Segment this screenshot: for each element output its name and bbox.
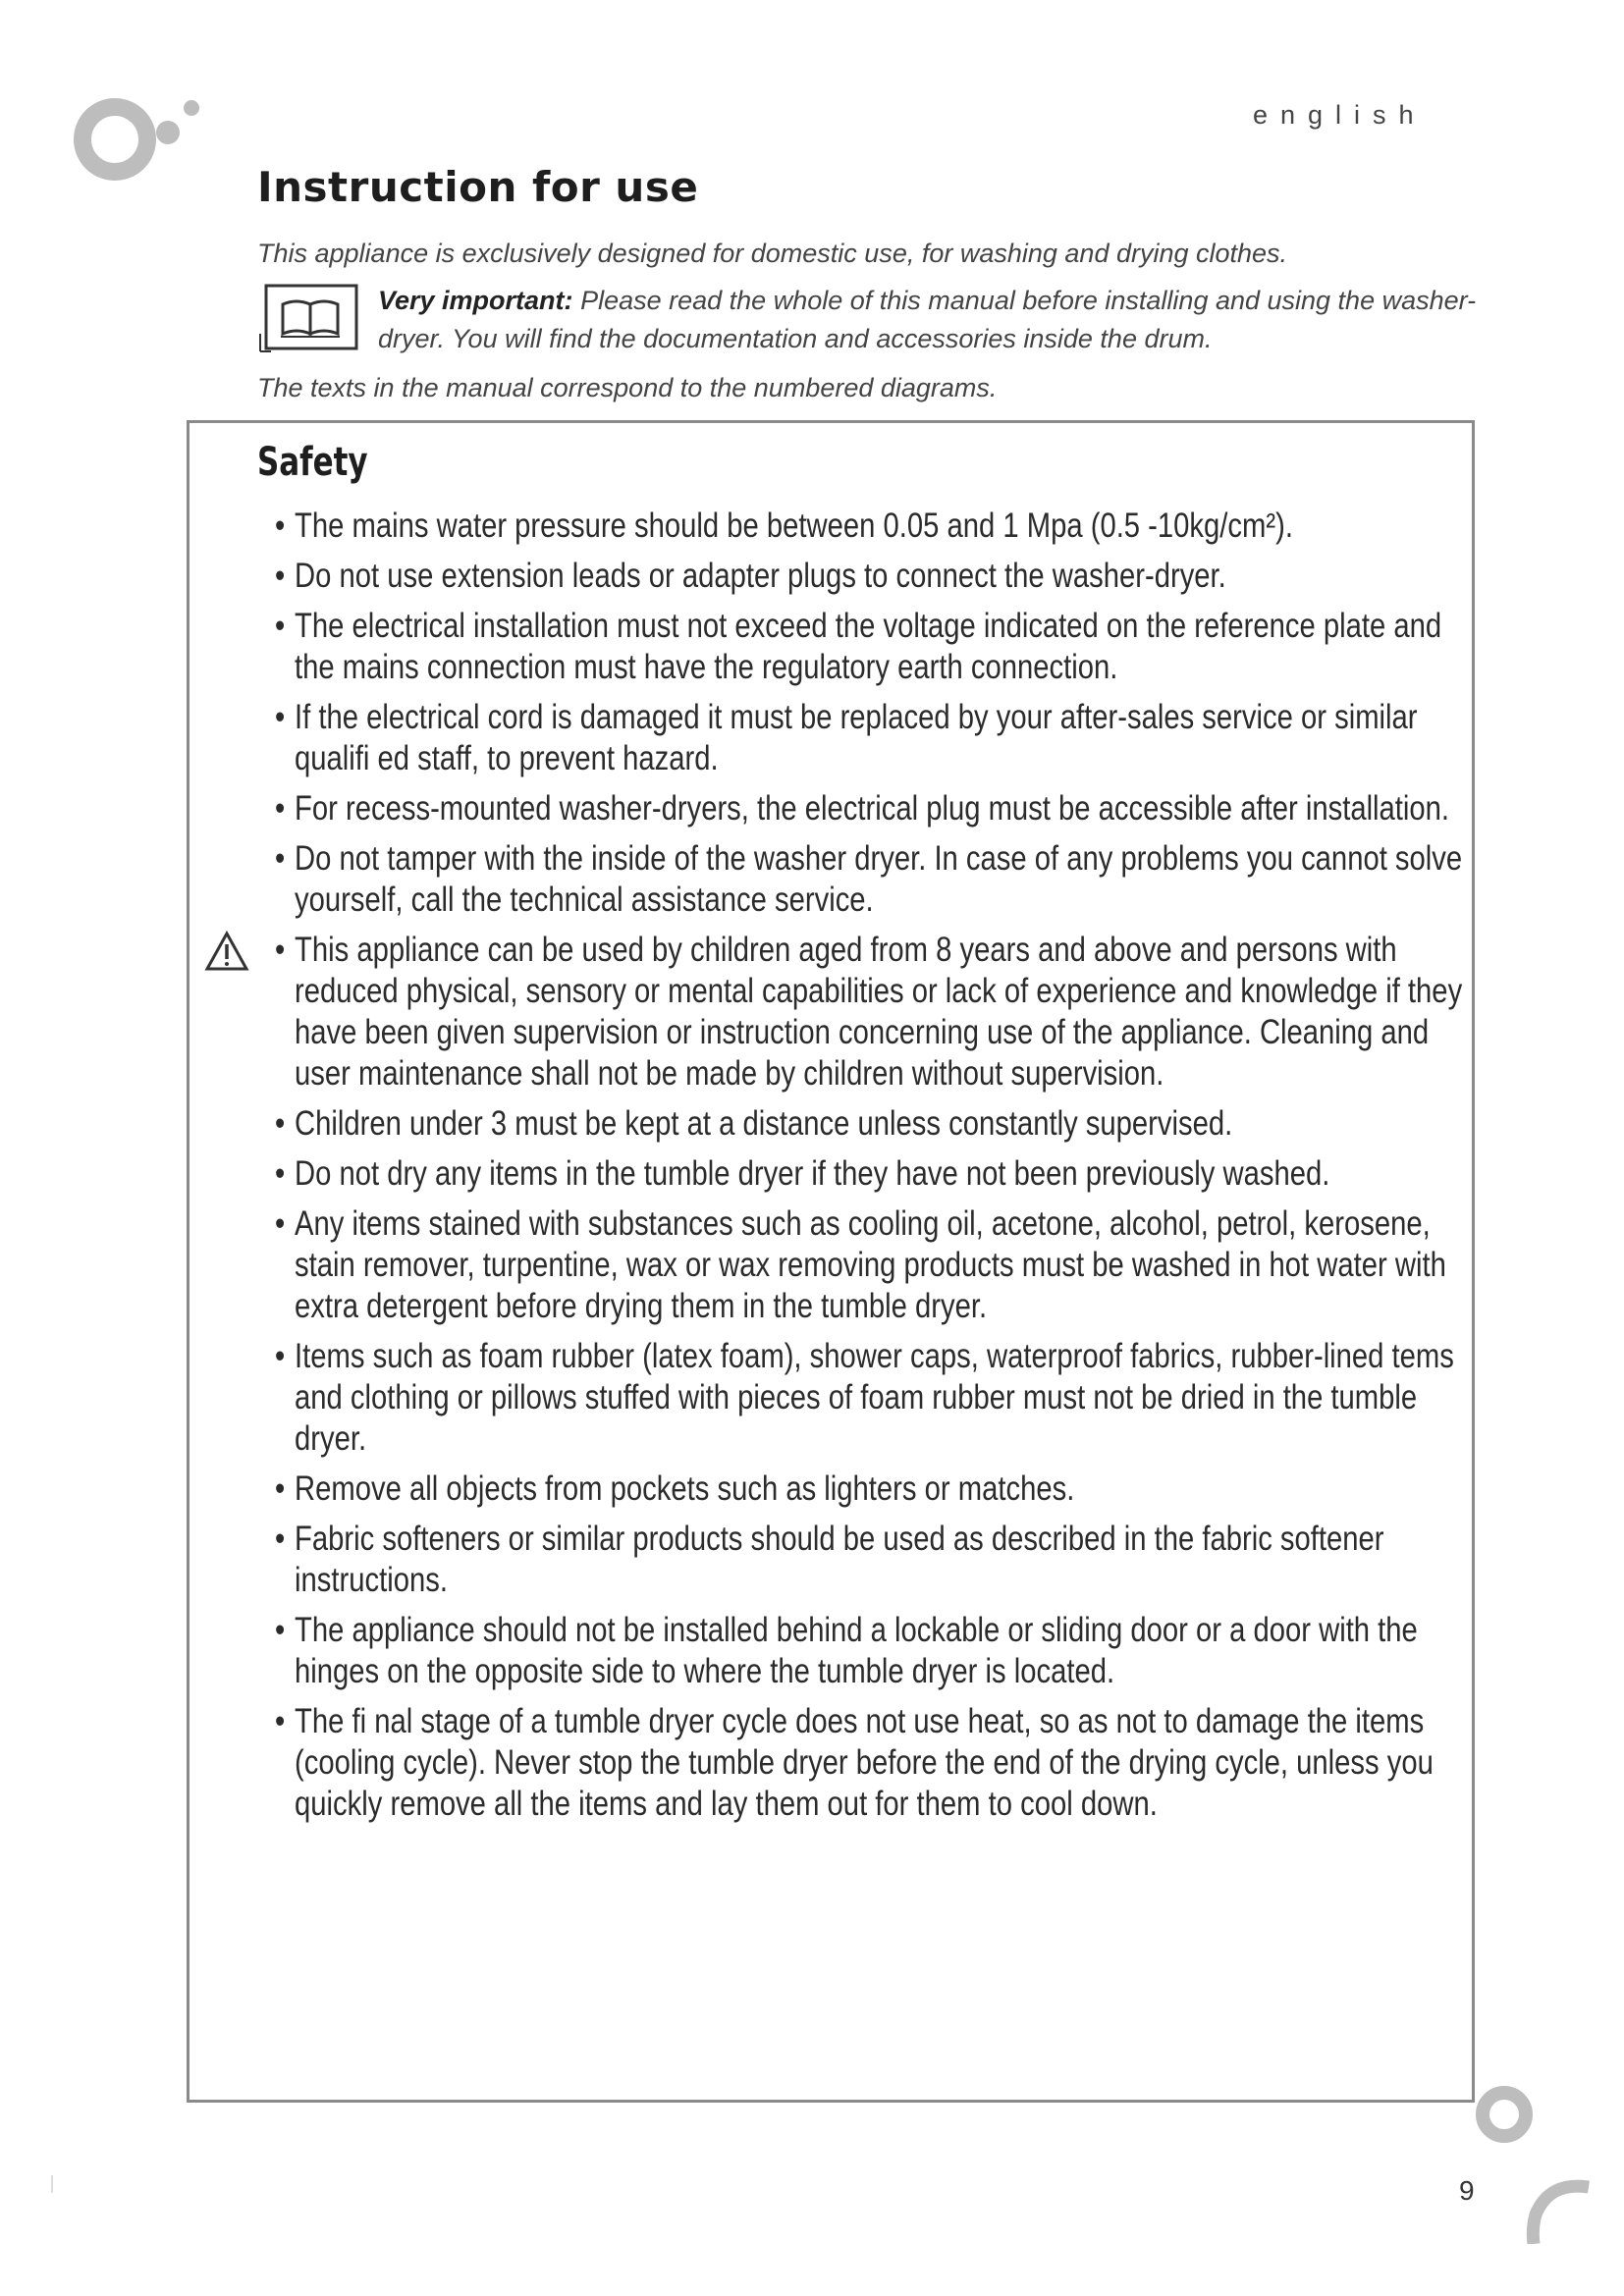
page-number: 9: [1459, 2175, 1475, 2206]
list-item: • Children under 3 must be kept at a distance unless constantly supervised.: [275, 1103, 1475, 1145]
list-item: • Items such as foam rubber (latex foam), shower caps, waterproof fabrics, rubber-lined tems and clothing or pillows stuffed with pieces of foam rubber must not be dried in the tumble dryer.: [275, 1336, 1475, 1460]
list-item: • The mains water pressure should be between 0.05 and 1 Mpa (0.5 -10kg/cm²).: [275, 506, 1475, 547]
texts-note: The texts in the manual correspond to the numbered diagrams.: [257, 373, 998, 402]
list-item: • The electrical installation must not exceed the voltage indicated on the reference plate and the mains connection must have the regulatory earth connection.: [275, 606, 1475, 688]
list-item: • If the electrical cord is damaged it must be replaced by your after-sales service or similar qualifi ed staff, to prevent hazard.: [275, 697, 1475, 779]
list-item: • For recess-mounted washer-dryers, the electrical plug must be accessible after installation.: [275, 788, 1475, 829]
list-item: • Remove all objects from pockets such as lighters or matches.: [275, 1468, 1475, 1510]
open-book-icon: [257, 283, 359, 353]
decorative-arc-icon: [1520, 2175, 1598, 2244]
list-item: • Do not dry any items in the tumble dryer if they have not been previously washed.: [275, 1153, 1475, 1195]
brand-circles-icon: [69, 90, 206, 198]
important-notice: [378, 282, 1488, 358]
list-item: • Fabric softeners or similar products should be used as described in the fabric softener instructions.: [275, 1519, 1475, 1601]
page-title: Instruction for use: [257, 163, 699, 211]
warning-triangle-icon: [204, 931, 249, 972]
list-item: • Do not use extension leads or adapter plugs to connect the washer-dryer.: [275, 556, 1475, 597]
decorative-ring-icon: [1471, 2081, 1538, 2148]
language-label: english: [1253, 100, 1427, 130]
important-label: Very important:: [378, 286, 573, 315]
list-item: • This appliance can be used by children aged from 8 years and above and persons with reduced physical, sensory or mental capabilities or lack of experience and knowledge if they have been given supervision or instruction concerning use of the appliance. Cleaning and user maintenance shall not be made by children without supervision.: [275, 930, 1475, 1095]
safety-list: [275, 506, 1463, 1834]
intro-line: This appliance is exclusively designed for domestic use, for washing and drying clothes.: [257, 239, 1288, 268]
safety-title: Safety: [257, 440, 368, 485]
margin-mark: [51, 2175, 53, 2193]
important-text: Please read the whole of this manual before installing and using the washer-dryer. You will find the documentation and accessories inside the drum.: [378, 286, 1477, 353]
list-item: • The fi nal stage of a tumble dryer cycle does not use heat, so as not to damage the items (cooling cycle). Never stop the tumble dryer before the end of the drying cycle, unless you quickly remove all the items and lay them out for them to cool down.: [275, 1701, 1475, 1825]
list-item: • The appliance should not be installed behind a lockable or sliding door or a door with the hinges on the opposite side to where the tumble dryer is located.: [275, 1610, 1475, 1692]
list-item: • Any items stained with substances such as cooling oil, acetone, alcohol, petrol, kerosene, stain remover, turpentine, wax or wax removing products must be washed in hot water with extra detergent before drying them in the tumble dryer.: [275, 1203, 1475, 1327]
list-item: • Do not tamper with the inside of the washer dryer. In case of any problems you cannot solve yourself, call the technical assistance service.: [275, 838, 1475, 921]
